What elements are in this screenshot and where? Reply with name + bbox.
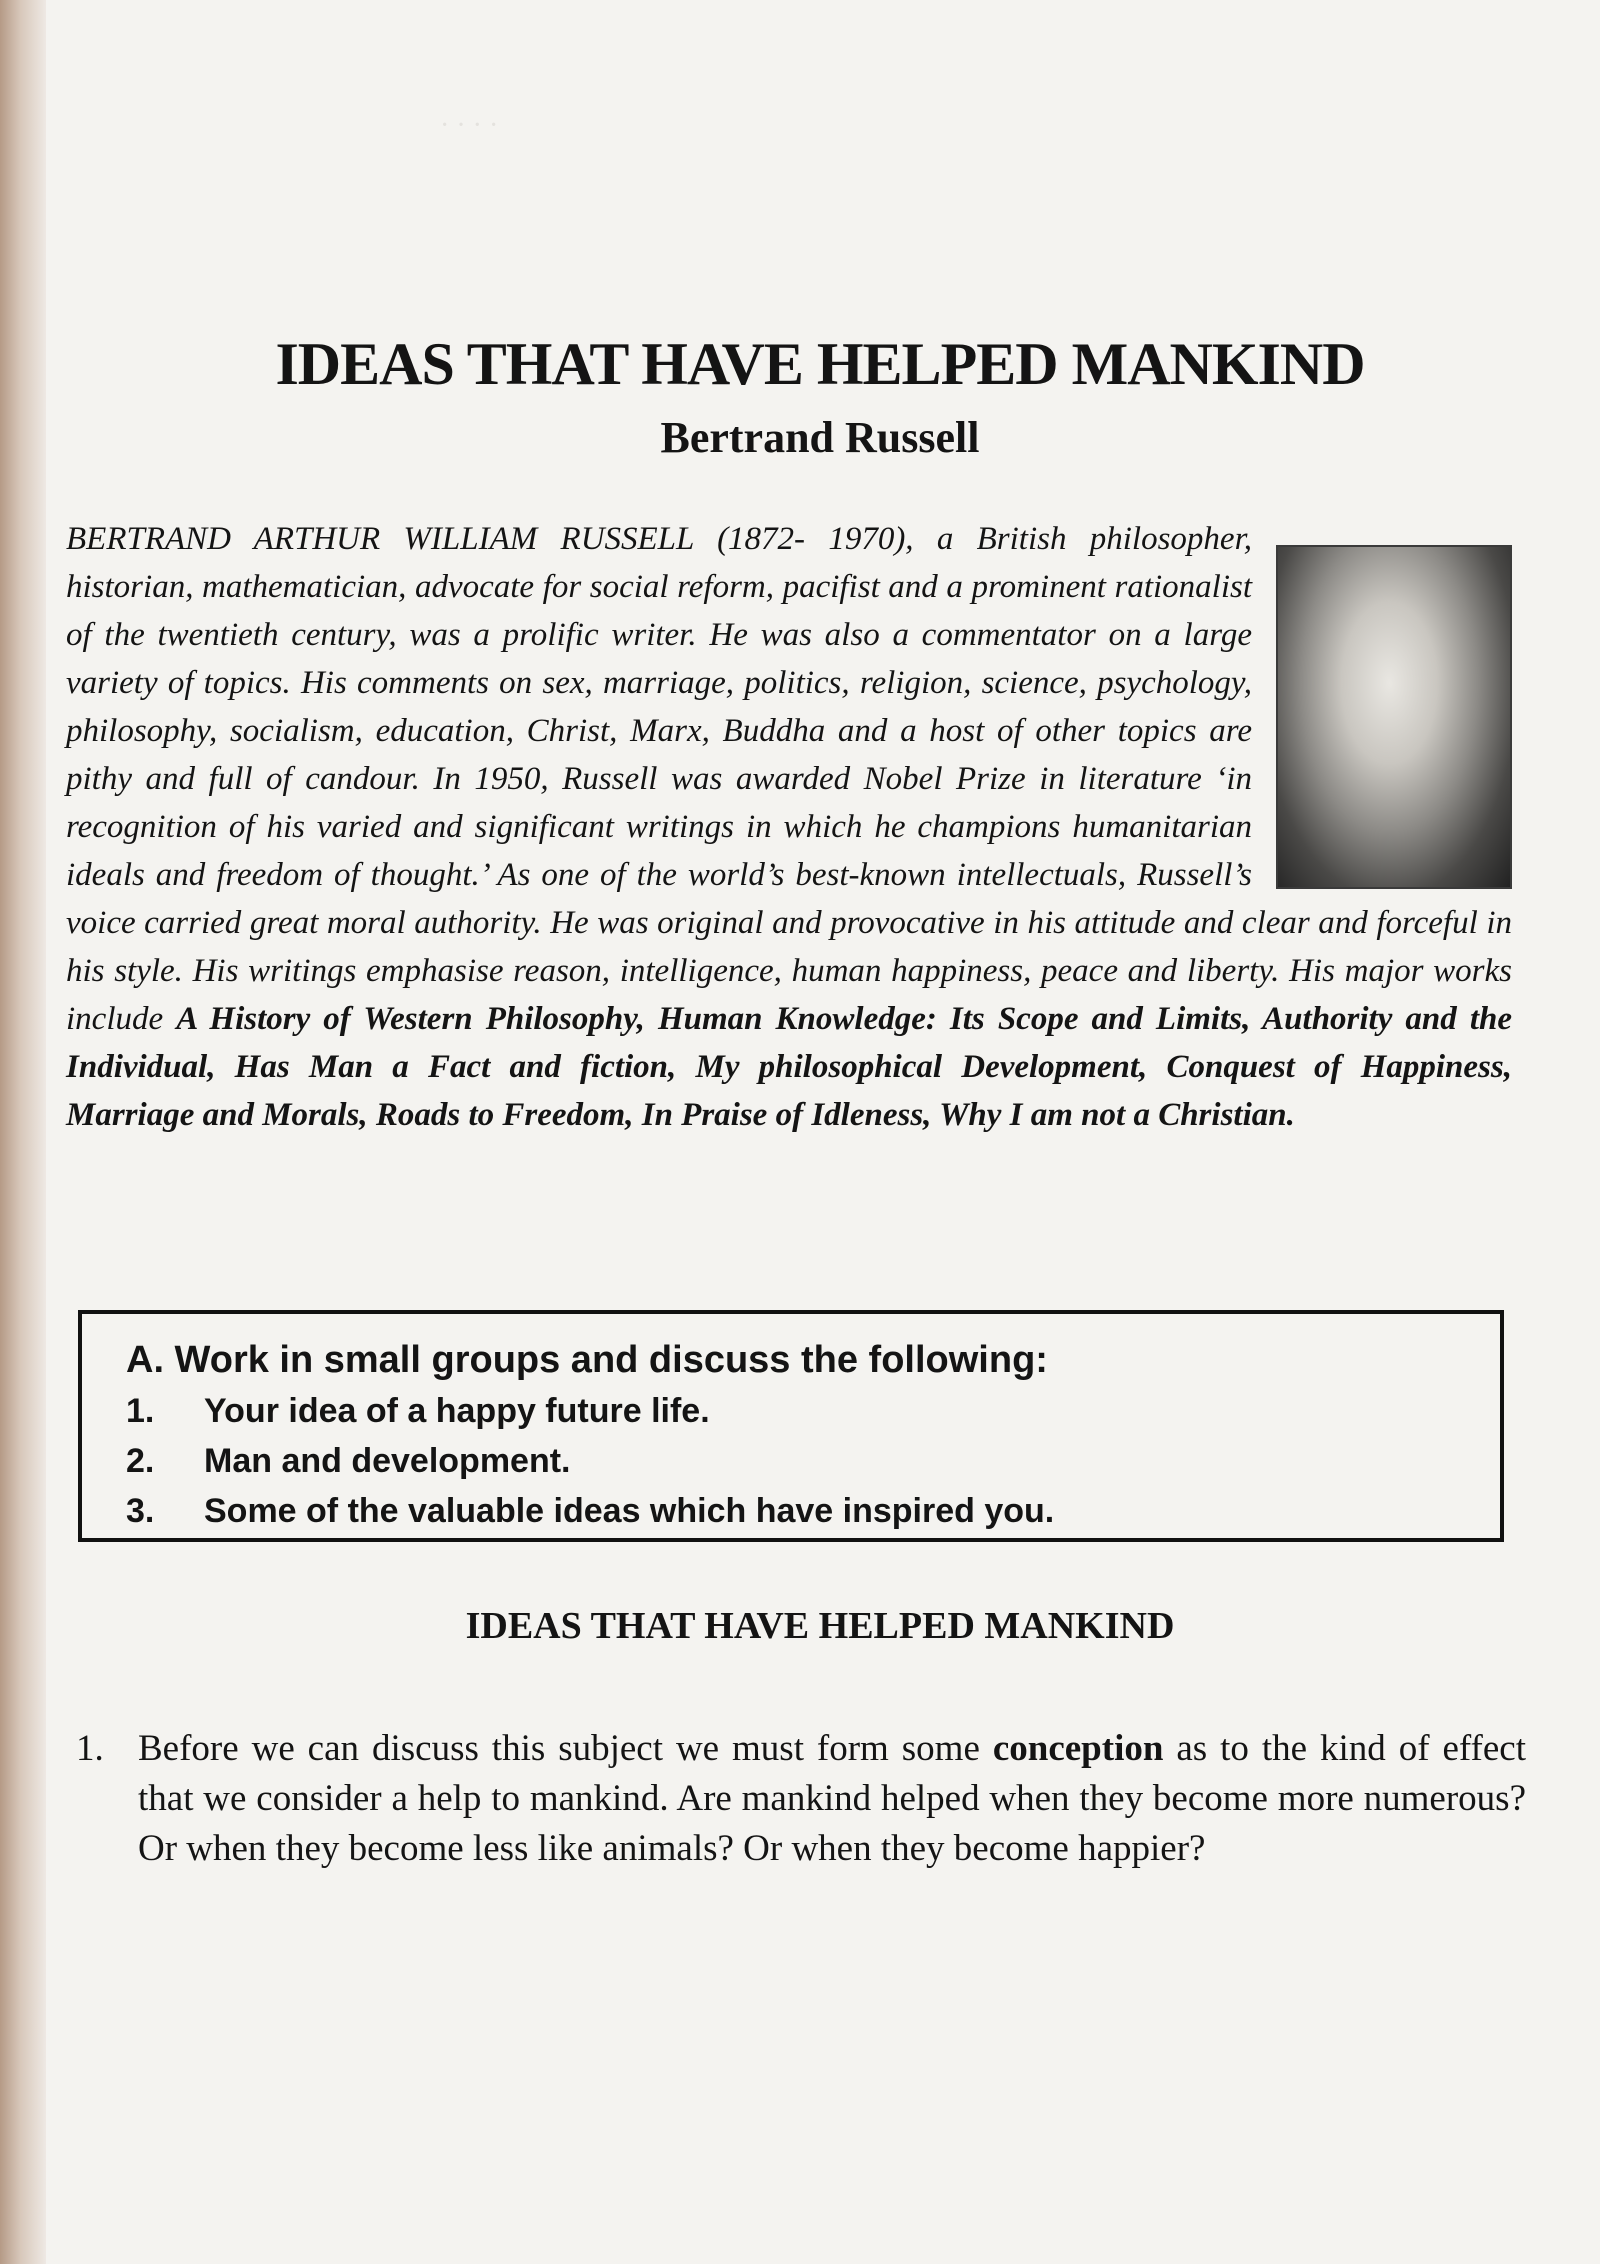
- paragraph-keyword: conception: [992, 1728, 1164, 1769]
- activity-item-number: 2.: [126, 1442, 155, 1480]
- bleed-through-text: · · · ·: [440, 110, 499, 141]
- paragraph-lead: Before we can discuss this subject we must form some: [138, 1728, 993, 1769]
- major-works-list: A History of Western Philosophy, Human Knowledge: Its Scope and Limits, Authority and the Individual, Has Man a Fact and fiction, My philosophical Development, Conquest of Happiness, Marriage and Morals, Roads to Freedom, In Praise of Idleness, Why I am not a Christian.: [66, 1001, 1512, 1133]
- activity-item: [126, 1486, 1500, 1536]
- activity-item-text: Your idea of a happy future life.: [204, 1392, 710, 1430]
- activity-item-number: 3.: [126, 1492, 155, 1530]
- activity-item: [126, 1386, 1500, 1436]
- paragraph: [76, 1724, 1526, 1874]
- biography-text: BERTRAND ARTHUR WILLIAM RUSSELL (1872- 1970), a British philosopher, historian, mathematician, advocate for social reform, pacifist and a prominent rationalist of the twentieth century, was a prolific writer. He was also a commentator on a large variety of topics. His comments on sex, marriage, politics, religion, science, psychology, philosophy, socialism, education, Christ, Marx, Buddha and a host of other topics are pithy and full of candour. In 1950, Russell was awarded Nobel Prize in literature ‘in recognition of his varied and significant writings in which he champions humanitarian ideals and freedom of thought.’ As one of the world’s best-known intellectuals, Russell’s voice carried great moral authority. He was original and provocative in his attitude and clear and forceful in his style. His writings emphasise reason, intelligence, human happiness, peace and liberty. His major works include: [66, 521, 1512, 1037]
- paragraph-number: 1.: [76, 1728, 104, 1769]
- activity-item-number: 1.: [126, 1392, 155, 1430]
- activity-item-text: Man and development.: [204, 1442, 571, 1480]
- activity-item: [126, 1436, 1500, 1486]
- page-title: IDEAS THAT HAVE HELPED MANKIND: [275, 331, 1365, 397]
- section-title: IDEAS THAT HAVE HELPED MANKIND: [465, 1605, 1175, 1647]
- activity-item-text: Some of the valuable ideas which have inspired you.: [204, 1492, 1055, 1530]
- portrait-photo: [1276, 545, 1512, 889]
- author-biography: [66, 515, 1512, 1139]
- activity-heading: A. Work in small groups and discuss the following:: [126, 1339, 1048, 1381]
- paragraph-rest: as to the kind of effect that we consider a help to mankind. Are mankind helped when they become more numerous? Or when they become less like animals? Or when they become happier?: [138, 1728, 1526, 1869]
- activity-box: [78, 1310, 1504, 1542]
- paragraph-text: [138, 1724, 1526, 1874]
- author-name: Bertrand Russell: [660, 413, 980, 462]
